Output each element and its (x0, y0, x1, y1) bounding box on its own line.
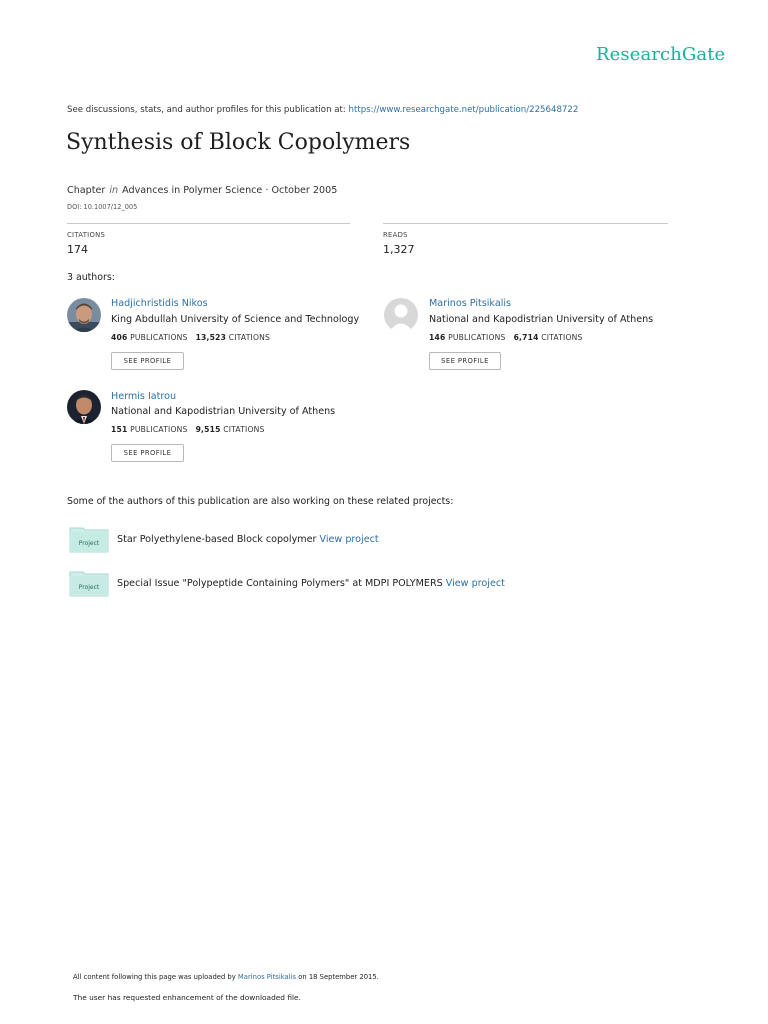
view-project-link[interactable]: View project (445, 578, 505, 589)
author-stats (429, 333, 583, 342)
author-institution: National and Kapodistrian University of Athens (111, 406, 336, 417)
project-item (117, 578, 505, 589)
see-profile-button[interactable]: SEE PROFILE (111, 352, 184, 370)
author-photo-icon (67, 390, 101, 424)
author-avatar[interactable] (67, 390, 101, 424)
publication-doi: DOI: 10.1007/12_005 (67, 203, 138, 211)
in-word: in (109, 185, 119, 196)
author-name-link[interactable]: Marinos Pitsikalis (429, 298, 512, 309)
citations-count: 13,523 (195, 333, 227, 342)
upload-note (73, 973, 379, 981)
citations-count: 9,515 (195, 425, 221, 434)
author-institution: National and Kapodistrian University of Athens (429, 314, 654, 325)
citations-count: 6,714 (513, 333, 539, 342)
researchgate-logo[interactable]: ResearchGate (596, 44, 726, 65)
reads-divider (383, 223, 668, 224)
citations-value: 174 (67, 243, 88, 256)
publication-title: Synthesis of Block Copolymers (66, 130, 411, 155)
reads-label: READS (383, 231, 408, 239)
enhancement-note: The user has requested enhancement of the downloaded file. (73, 993, 301, 1002)
author-institution: King Abdullah University of Science and Technology (111, 314, 360, 325)
citations-label: CITATIONS (223, 425, 265, 434)
upload-suffix: on 18 September 2015. (296, 973, 379, 981)
publications-label: PUBLICATIONS (130, 333, 188, 342)
publications-label: PUBLICATIONS (130, 425, 188, 434)
author-avatar[interactable] (67, 298, 101, 332)
author-stats (111, 333, 270, 342)
see-profile-button[interactable]: SEE PROFILE (429, 352, 501, 370)
uploader-link[interactable]: Marinos Pitsikalis (237, 973, 297, 981)
author-name-link[interactable]: Hermis Iatrou (111, 391, 177, 402)
upload-prefix: All content following this page was uploaded by (73, 973, 238, 981)
view-project-link[interactable]: View project (319, 534, 379, 545)
authors-heading: 3 authors: (67, 272, 115, 283)
citations-label: CITATIONS (541, 333, 583, 342)
citations-divider (67, 223, 350, 224)
author-name-link[interactable]: Hadjichristidis Nikos (111, 298, 208, 309)
publication-type: Chapter (67, 185, 106, 196)
publication-venue: Advances in Polymer Science · October 2005 (122, 185, 338, 196)
publications-label: PUBLICATIONS (448, 333, 506, 342)
discussion-prefix: See discussions, stats, and author profiles for this publication at: (67, 105, 349, 115)
publications-count: 406 (111, 333, 128, 342)
project-badge: Project (78, 540, 100, 547)
project-title: Star Polyethylene-based Block copolymer (117, 534, 320, 545)
project-folder-icon (69, 569, 109, 597)
projects-heading: Some of the authors of this publication are also working on these related projects: (67, 496, 454, 507)
publications-count: 146 (429, 333, 446, 342)
author-photo-icon (67, 298, 101, 332)
project-title: Special Issue "Polypeptide Containing Polymers" at MDPI POLYMERS (117, 578, 446, 589)
publications-count: 151 (111, 425, 128, 434)
project-item (117, 534, 379, 545)
author-stats (111, 425, 265, 434)
publication-meta (67, 185, 337, 196)
citations-label: CITATIONS (228, 333, 271, 342)
discussion-line (67, 105, 578, 115)
user-placeholder-icon (384, 298, 418, 332)
project-badge: Project (78, 584, 100, 591)
author-avatar[interactable] (384, 298, 418, 332)
citations-label: CITATIONS (67, 231, 106, 239)
publication-url-link[interactable]: https://www.researchgate.net/publication/225648722 (348, 105, 579, 115)
reads-value: 1,327 (383, 243, 415, 256)
project-folder-icon (69, 525, 109, 553)
see-profile-button[interactable]: SEE PROFILE (111, 444, 184, 462)
